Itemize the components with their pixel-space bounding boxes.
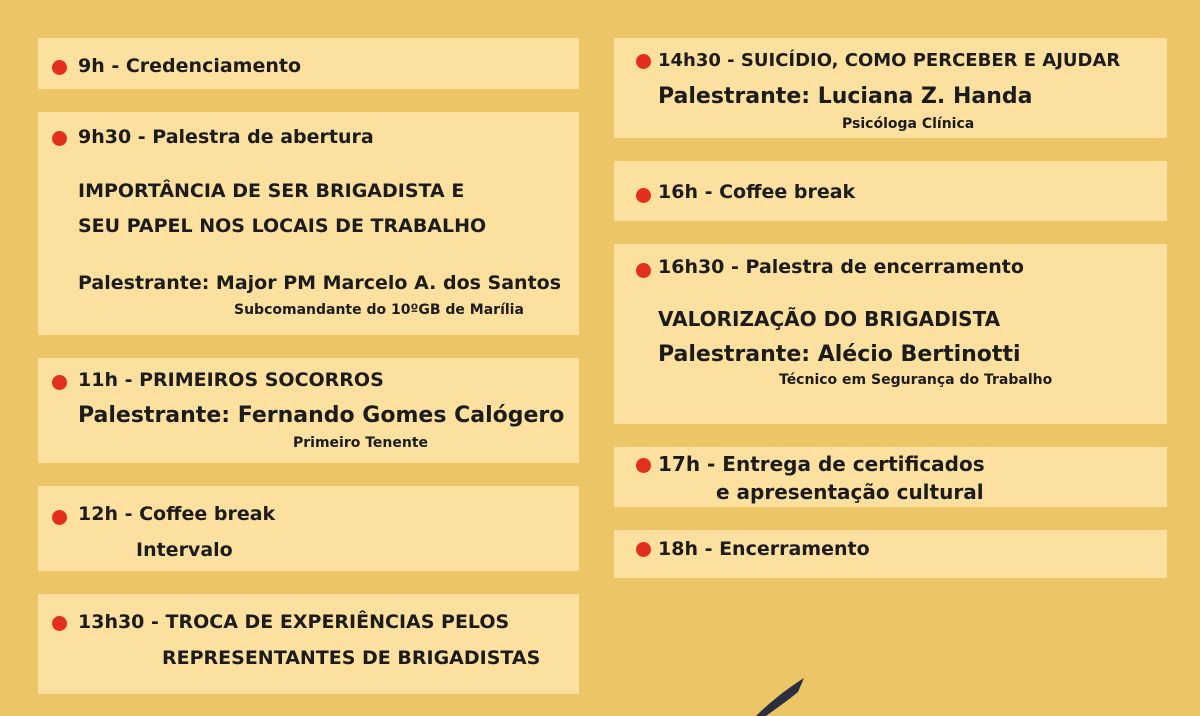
speaker-role: Psicóloga Clínica xyxy=(842,116,975,132)
schedule-card-coffee-break-12h xyxy=(38,486,579,571)
schedule-card-abertura xyxy=(38,112,579,335)
schedule-card-credenciamento xyxy=(38,38,579,89)
schedule-line2: REPRESENTANTES DE BRIGADISTAS xyxy=(162,647,541,669)
bullet-dot-icon xyxy=(636,263,651,278)
bullet-dot-icon xyxy=(636,542,651,557)
schedule-time: 12h - Coffee break xyxy=(78,503,276,525)
schedule-time: 13h30 - TROCA DE EXPERIÊNCIAS PELOS xyxy=(78,611,510,633)
speaker-name: Palestrante: Luciana Z. Handa xyxy=(658,84,1033,109)
schedule-time: 17h - Entrega de certificados xyxy=(658,452,985,476)
talk-title: VALORIZAÇÃO DO BRIGADISTA xyxy=(658,307,1001,331)
speaker-name: Palestrante: Major PM Marcelo A. dos Santos xyxy=(78,272,562,294)
schedule-time: 16h - Coffee break xyxy=(658,181,856,203)
talk-title-line1: IMPORTÂNCIA DE SER BRIGADISTA E xyxy=(78,180,465,202)
schedule-time: 16h30 - Palestra de encerramento xyxy=(658,256,1024,278)
schedule-time: 11h - PRIMEIROS SOCORROS xyxy=(78,369,384,391)
bullet-dot-icon xyxy=(636,54,651,69)
decorative-stroke-icon xyxy=(752,676,812,716)
schedule-time: 14h30 - SUICÍDIO, COMO PERCEBER E AJUDAR xyxy=(658,50,1121,71)
bullet-dot-icon xyxy=(52,616,67,631)
speaker-role: Subcomandante do 10ºGB de Marília xyxy=(234,302,524,318)
schedule-time: 9h - Credenciamento xyxy=(78,55,302,77)
schedule-extra: Intervalo xyxy=(136,539,233,561)
bullet-dot-icon xyxy=(52,60,67,75)
schedule-card-encerramento-palestra xyxy=(614,244,1167,424)
schedule-card-primeiros-socorros xyxy=(38,358,579,463)
bullet-dot-icon xyxy=(52,131,67,146)
speaker-name: Palestrante: Fernando Gomes Calógero xyxy=(78,403,565,428)
schedule-card-encerramento xyxy=(614,530,1167,578)
schedule-card-certificados xyxy=(614,447,1167,507)
speaker-role: Primeiro Tenente xyxy=(293,435,429,451)
schedule-line2: e apresentação cultural xyxy=(716,480,984,504)
speaker-name: Palestrante: Alécio Bertinotti xyxy=(658,342,1021,367)
schedule-card-coffee-break-16h xyxy=(614,161,1167,221)
schedule-card-troca-experiencias xyxy=(38,594,579,694)
speaker-role: Técnico em Segurança do Trabalho xyxy=(779,372,1053,388)
bullet-dot-icon xyxy=(636,458,651,473)
bullet-dot-icon xyxy=(636,188,651,203)
schedule-card-suicidio xyxy=(614,38,1167,138)
schedule-time: 18h - Encerramento xyxy=(658,538,870,560)
schedule-time: 9h30 - Palestra de abertura xyxy=(78,126,374,148)
bullet-dot-icon xyxy=(52,510,67,525)
talk-title-line2: SEU PAPEL NOS LOCAIS DE TRABALHO xyxy=(78,215,487,237)
bullet-dot-icon xyxy=(52,375,67,390)
